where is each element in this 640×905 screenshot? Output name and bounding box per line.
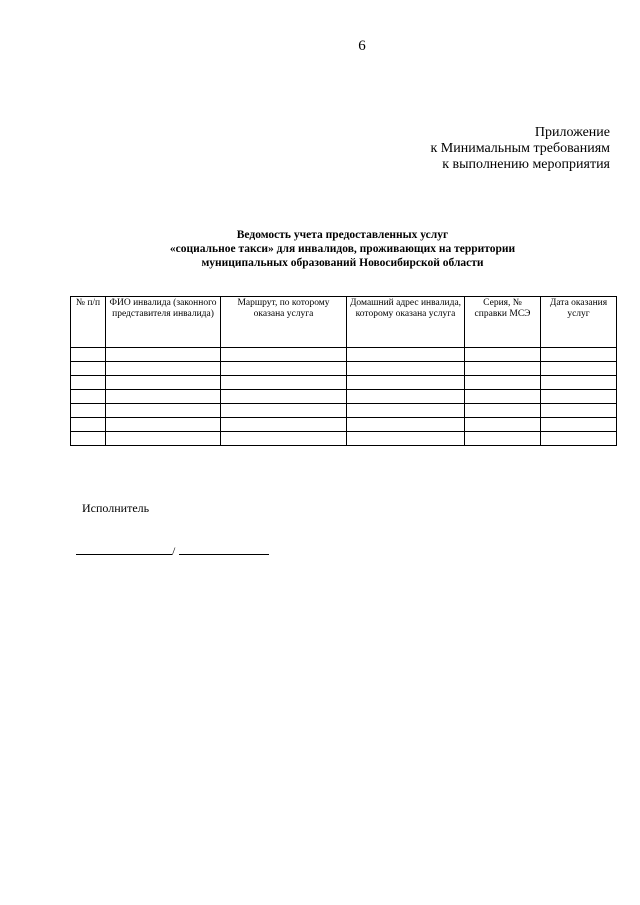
table-cell: [106, 348, 221, 362]
table-cell: [347, 404, 465, 418]
table-cell: [221, 348, 347, 362]
column-header-date: Дата оказания услуг: [541, 297, 617, 348]
executor-label: Исполнитель: [82, 501, 150, 515]
table-row: [71, 376, 617, 390]
table-cell: [347, 376, 465, 390]
table-cell: [71, 362, 106, 376]
table-cell: [347, 418, 465, 432]
table-row: [71, 390, 617, 404]
appendix-line-3: к выполнению мероприятия: [442, 157, 610, 172]
table-cell: [465, 348, 541, 362]
title-line-2: «социальное такси» для инвалидов, проживающих на территории: [169, 243, 516, 255]
signature-block: [76, 542, 269, 559]
table-cell: [221, 390, 347, 404]
table-cell: [221, 432, 347, 446]
table-cell: [221, 418, 347, 432]
table-row: [71, 404, 617, 418]
table-cell: [106, 362, 221, 376]
table-row: [71, 348, 617, 362]
table-cell: [106, 376, 221, 390]
appendix-line-1: Приложение: [534, 125, 610, 140]
table-cell: [71, 432, 106, 446]
table-cell: [347, 362, 465, 376]
document-title: [70, 228, 615, 270]
table-cell: [541, 432, 617, 446]
register-table: [70, 296, 617, 446]
title-line-1: Ведомость учета предоставленных услуг: [236, 229, 449, 241]
table-cell: [541, 390, 617, 404]
table-cell: [541, 376, 617, 390]
column-header-address: Домашний адрес инвалида, которому оказана услуга: [347, 297, 465, 348]
column-header-name: ФИО инвалида (законного представителя инвалида): [106, 297, 221, 348]
table-cell: [465, 418, 541, 432]
table-row: [71, 362, 617, 376]
table-row: [71, 418, 617, 432]
column-header-certificate: Серия, № справки МСЭ: [465, 297, 541, 348]
appendix-note: [430, 125, 610, 173]
signature-separator: /: [172, 544, 176, 558]
page-number: 6: [358, 38, 366, 54]
table-cell: [541, 404, 617, 418]
table-cell: [347, 432, 465, 446]
table-cell: [465, 404, 541, 418]
table-cell: [347, 390, 465, 404]
table-cell: [465, 390, 541, 404]
table-cell: [71, 348, 106, 362]
table-cell: [541, 418, 617, 432]
column-header-number: № п/п: [71, 297, 106, 348]
table-cell: [221, 404, 347, 418]
table-cell: [465, 362, 541, 376]
table-row: [71, 432, 617, 446]
table-cell: [106, 432, 221, 446]
table-cell: [71, 390, 106, 404]
table-cell: [221, 376, 347, 390]
column-header-route: Маршрут, по которому оказана услуга: [221, 297, 347, 348]
table-cell: [465, 432, 541, 446]
table-cell: [71, 404, 106, 418]
table-cell: [106, 418, 221, 432]
table-header-row: [71, 297, 617, 348]
appendix-line-2: к Минимальным требованиям: [430, 141, 610, 156]
table-cell: [106, 390, 221, 404]
table-cell: [71, 376, 106, 390]
table-cell: [465, 376, 541, 390]
table-cell: [541, 348, 617, 362]
title-line-3: муниципальных образований Новосибирской области: [201, 257, 484, 269]
name-line: [179, 542, 269, 555]
table-cell: [347, 348, 465, 362]
signature-line: [76, 542, 172, 555]
table-cell: [106, 404, 221, 418]
table-cell: [541, 362, 617, 376]
table-cell: [221, 362, 347, 376]
table-cell: [71, 418, 106, 432]
